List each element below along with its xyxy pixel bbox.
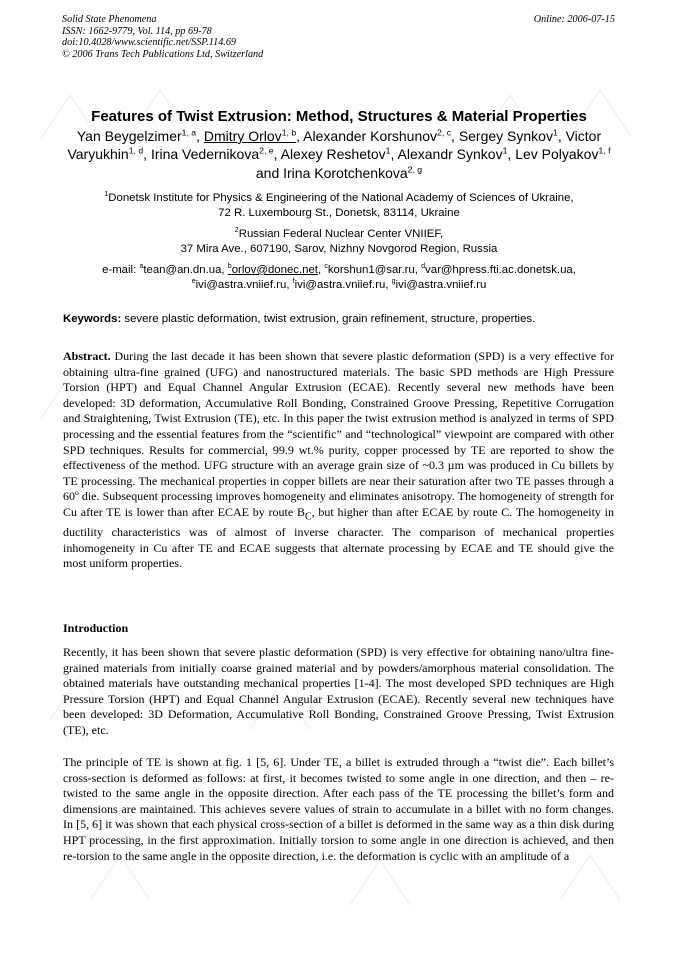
email-list: e-mail: $^a$tean@an.dn.ua, $^b$orlov@donec.net, $^c$korshun1@sar.ru, $^d$var@hpress.fti.ac.donetsk.ua, $^e$ivi@astra.vniief.ru, $^f$ivi@astra.vniief.ru, $^g$ivi@astra.vniief.ru bbox=[102, 263, 576, 292]
author: Victor Varyukhin$^{1, d}$ bbox=[67, 128, 602, 163]
journal-copyright: © 2006 Trans Tech Publications Ltd, Switzerland bbox=[62, 48, 264, 60]
section-heading: Introduction bbox=[63, 621, 129, 635]
author: Lev Polyakov$^{1, f}$ bbox=[515, 145, 611, 163]
author: Irina Korotchenkova$^{2, g}$ bbox=[283, 164, 423, 181]
email-link[interactable]: $^a$tean@an.dn.ua bbox=[139, 263, 222, 276]
author: Yan Beygelzimer$^{1, a}$ bbox=[76, 127, 197, 144]
keywords bbox=[63, 313, 615, 325]
journal-issn: ISSN: 1662-9779, Vol. 114, pp 69-78 bbox=[62, 25, 212, 37]
author-list: Yan Beygelzimer$^{1, a}$, Dmitry Orlov$^{1, b}$, Alexander Korshunov$^{2, c}$, Sergey Synkov$^1$, Victor Varyukhin$^{1, d}$, Irina Vedernikova$^{2, e}$, Alexey Reshetov$^1$, Alexandr Synkov$^1$, Lev Polyakov$^{1, f}$ and Irina Korotchenkova$^{2, g}$ bbox=[67, 127, 611, 181]
email-link[interactable]: $^e$ivi@astra.vniief.ru bbox=[191, 278, 287, 292]
affiliation-1: $^1$Donetsk Institute for Physics & Engineering of the National Academy of Sciences of Ukraine, 72 R. Luxembourg St., Donetsk, 83114, Ukraine bbox=[104, 191, 574, 220]
paper-title: Features of Twist Extrusion: Method, Structures & Material Properties bbox=[91, 108, 587, 125]
author: Alexandr Synkov$^1$ bbox=[397, 145, 508, 163]
abstract-subscript: C bbox=[304, 511, 312, 523]
affiliation-2: $^2$Russian Federal Nuclear Center VNIIEF, 37 Mira Ave., 607190, Sarov, Nizhny Novgorod Region, Russia bbox=[180, 227, 498, 256]
journal-name: Solid State Phenomena bbox=[62, 14, 157, 25]
intro-paragraph-2: The principle of TE is shown at fig. 1 [5, 6]. Under TE, a billet is extruded through a “twist die”. Each billet’s cross-section is deformed as follows: at first, it becomes twisted to some angle in one direction, and then – re-twisted to the same angle in the opposite direction. After each pass of the TE processing the billet’s form and dimensions are maintained. This achieves severe values of strain to accumulate in a billet with no form changes. In [5, 6] it was shown that each physical cross-section of a billet is deformed in the same way as a thin disk during HPT processing, in the first approximation. Initially torsion to some angle in one direction is achieved, and then re-torsion to the same angle in the opposite direction, i.e. the deformation is cyclic with an amplitude of a bbox=[63, 755, 614, 863]
journal-header bbox=[62, 14, 263, 60]
keywords-label: Keywords: bbox=[63, 313, 122, 325]
author: Irina Vedernikova$^{2, e}$ bbox=[150, 145, 274, 163]
email-link[interactable]: $^d$var@hpress.fti.ac.donetsk.ua bbox=[421, 263, 573, 276]
author: Sergey Synkov$^1$ bbox=[458, 127, 558, 144]
email-link[interactable]: $^f$ivi@astra.vniief.ru bbox=[292, 278, 386, 292]
author: Alexey Reshetov$^1$ bbox=[280, 145, 391, 163]
journal-doi: doi:10.4028/www.scientific.net/SSP.114.69 bbox=[62, 37, 237, 49]
author-corresponding[interactable]: Dmitry Orlov$^{1, b}$ bbox=[203, 127, 297, 144]
email-label: e-mail: bbox=[102, 264, 137, 276]
abstract-text-cont: , but higher than after ECAE by route C. The homogeneity in ductility characteristics was of almost of inverse character. The comparison of mechanical properties inhomogeneity in Cu after TE and ECAE suggests that alternate processing by ECAE and TE should give the most uniform properties. bbox=[63, 504, 614, 571]
email-link[interactable]: $^c$korshun1@sar.ru bbox=[324, 263, 415, 276]
author: Alexander Korshunov$^{2, c}$ bbox=[303, 127, 452, 144]
online-date: Online: 2006-07-15 bbox=[533, 14, 615, 25]
email-link[interactable]: $^g$ivi@astra.vniief.ru bbox=[391, 278, 487, 292]
abstract bbox=[63, 349, 614, 572]
intro-paragraph-1: Recently, it has been shown that severe plastic deformation (SPD) is very effective for obtaining nano/ultra fine-grained materials from initially coarse grained material and by powders/amorphous material consolidation. The obtained materials have outstanding mechanical properties [1-4]. The most developed SPD techniques are High Pressure Torsion (HPT) and Equal Channel Angular Extrusion (ECAE). Recently several new techniques have been developed: 3D Deformation, Accumulative Roll Bonding, Constrained Groove Pressing, Twist Extrusion (TE), etc. bbox=[63, 645, 614, 737]
email-link[interactable]: $^b$orlov@donec.net bbox=[227, 263, 318, 276]
keywords-text: severe plastic deformation, twist extrusion, grain refinement, structure, properties. bbox=[124, 313, 536, 325]
authors-and: and bbox=[255, 164, 280, 181]
abstract-text: During the last decade it has been shown that severe plastic deformation (SPD) is a very effective for obtaining ultra-fine grained (UFG) and nanostructured materials. The basic SPD methods are High Pressure Torsion (HPT) and Equal Channel Angular Extrusion (ECAE). Recently several new methods have been developed: 3D deformation, Accumulative Roll Bonding, Constrained Groove Pressing, Repetitive Corrugation and Straightening, Twist Extrusion (TE), etc. In this paper the twist extrusion method is analyzed in terms of SPD processing and the essential features from the “scientific” and “technological” viewpoint are compared with other SPD techniques. Results for commercial, 99.9 wt.% purity, copper processed by TE are reported to show the effectiveness of the method. UFG structure with an average grain size of ~0.3 µm was produced in Cu billets by TE processing. The mechanical properties in copper billets are near their saturation after two TE passes through a 60º die. Subsequent processing improves homogeneity and eliminates anisotropy. The homogeneity of strength for Cu after TE is lower than after ECAE by route B bbox=[63, 349, 614, 519]
abstract-label: Abstract. bbox=[63, 349, 111, 363]
